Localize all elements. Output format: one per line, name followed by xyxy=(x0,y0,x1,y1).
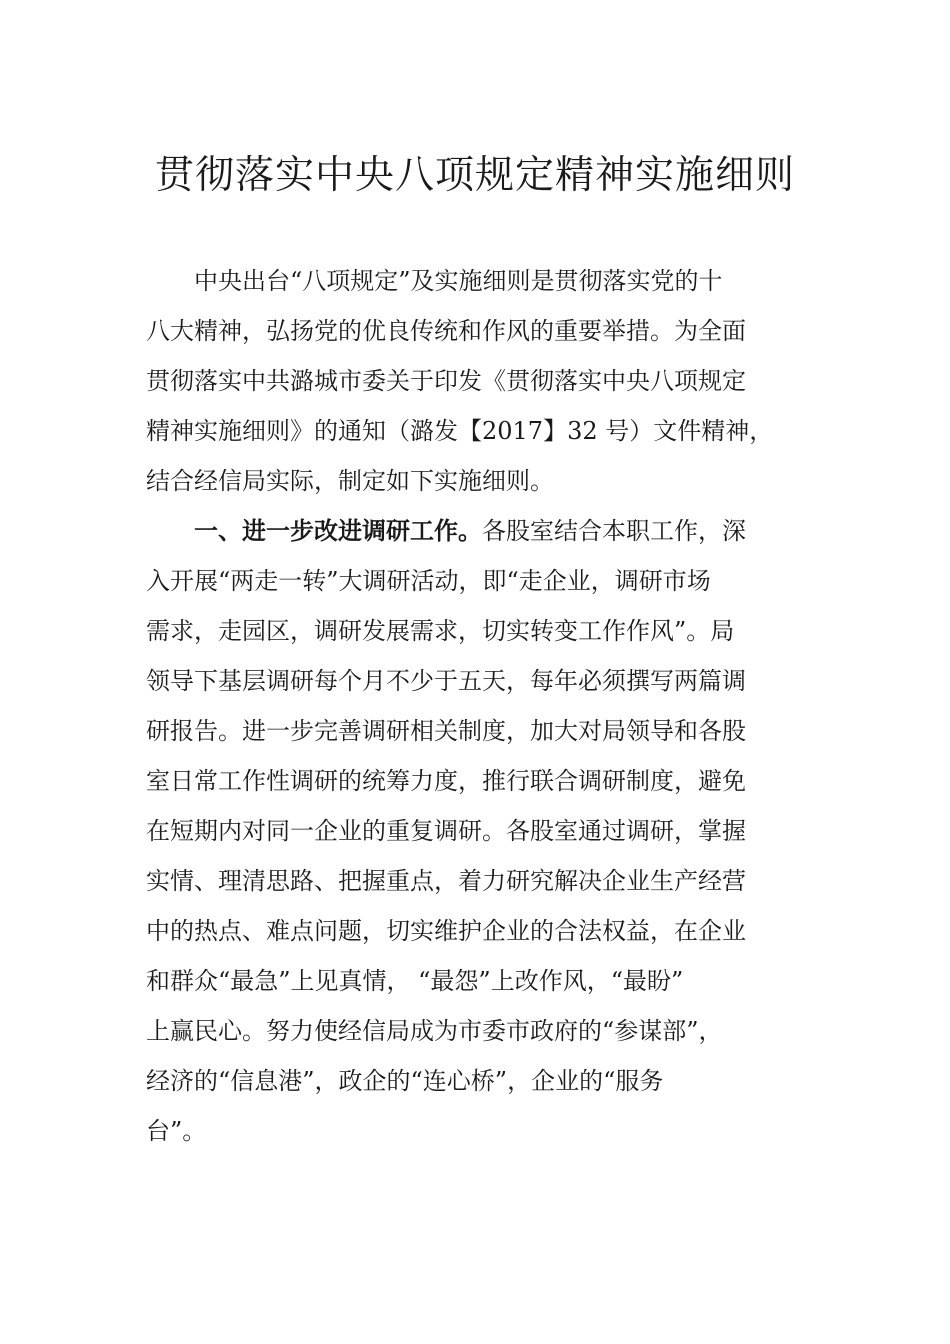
paragraph-1-line-5: 结合经信局实际，制定如下实施细则。 xyxy=(146,467,554,495)
paragraph-2-line-7: 在短期内对同一企业的重复调研。各股室通过调研，掌握 xyxy=(146,817,746,845)
document-title: 贯彻落实中央八项规定精神实施细则 xyxy=(154,153,795,198)
paragraph-2-line-12: 经济的“信息港”，政企的“连心桥”，企业的“服务 xyxy=(146,1067,664,1095)
paragraph-1-line-3: 贯彻落实中共潞城市委关于印发《贯彻落实中央八项规定 xyxy=(146,367,746,395)
section-heading: 一、进一步改进调研工作。 xyxy=(194,516,482,545)
section-heading-rest: 各股室结合本职工作，深 xyxy=(482,517,746,545)
paragraph-1-line-1: 中央出台“八项规定”及实施细则是贯彻落实党的十 xyxy=(194,267,723,295)
paragraph-2-line-3: 需求，走园区，调研发展需求，切实转变工作作风”。局 xyxy=(146,617,735,645)
paragraph-2-line-5: 研报告。进一步完善调研相关制度，加大对局领导和各股 xyxy=(146,717,746,745)
paragraph-1-line-4: 精神实施细则》的通知（潞发【2017】32 号）文件精神， xyxy=(146,417,774,445)
paragraph-2-line-11: 上赢民心。努力使经信局成为市委市政府的“参谋部”， xyxy=(146,1017,723,1045)
paragraph-2-line-4: 领导下基层调研每个月不少于五天，每年必须撰写两篇调 xyxy=(146,667,746,695)
paragraph-2-line-9: 中的热点、难点问题，切实维护企业的合法权益，在企业 xyxy=(146,917,746,945)
paragraph-2-line-6: 室日常工作性调研的统筹力度，推行联合调研制度，避免 xyxy=(146,767,746,795)
paragraph-1-line-2: 八大精神，弘扬党的优良传统和作风的重要举措。为全面 xyxy=(146,317,746,345)
paragraph-2-line-13: 台”。 xyxy=(146,1117,207,1145)
paragraph-2-line-10: 和群众“最急”上见真情， “最怨”上改作风，“最盼” xyxy=(146,967,684,995)
paragraph-2-line-8: 实情、理清思路、把握重点，着力研究解决企业生产经营 xyxy=(146,867,746,895)
paragraph-2-line-2: 入开展“两走一转”大调研活动，即“走企业，调研市场 xyxy=(146,567,711,595)
paragraph-2-line-1 xyxy=(194,516,746,546)
